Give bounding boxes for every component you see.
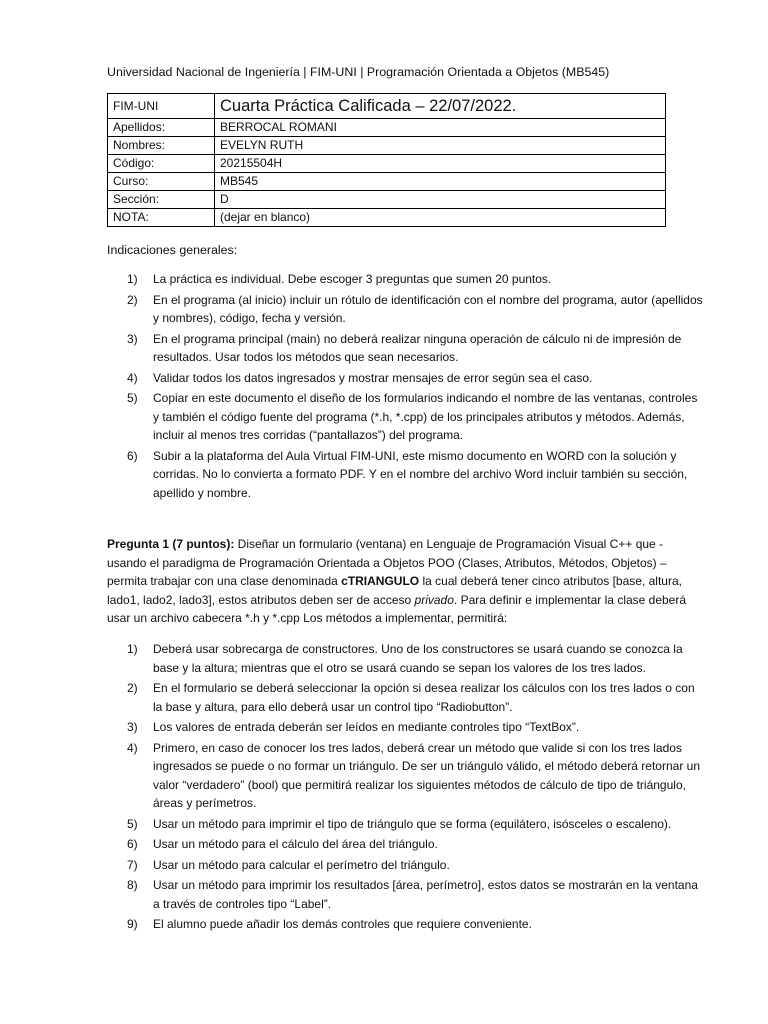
item-number: 2) — [127, 681, 138, 695]
item-text: En el programa principal (main) no deberá realizar ninguna operación de cálculo ni de impresión de resultados. Usar todos los métodos que sean necesarios. — [153, 331, 682, 364]
table-row — [108, 191, 666, 209]
item-number: 6) — [127, 837, 138, 851]
row-value: 20215504H — [215, 155, 666, 173]
list-item — [107, 447, 703, 503]
student-info-table — [107, 93, 666, 227]
exam-title: Cuarta Práctica Calificada – 22/07/2022. — [215, 94, 666, 119]
question-1-intro — [107, 535, 703, 628]
item-text: Primero, en caso de conocer los tres lados, deberá crear un método que valide si con los tres lados ingresados se puede o no formar un triángulo. De ser un triángulo válido, el método deberá retornar un valor “verdadero” (bool) que permitirá realizar los siguientes métodos de cálculo de tipo de triángulo, áreas y perímetros. — [153, 740, 701, 810]
question-1-text-a: Diseñar un formulario (ventana) en Lenguaje de Programación Visual C++ que - usando el paradigma de Programación Orientada a Objetos POO (Clases, Atributos, Métodos, Objetos) – permita trabajar con una clase denominada — [107, 537, 667, 588]
row-value: (dejar en blanco) — [215, 209, 666, 227]
item-text: Usar un método para imprimir el tipo de triángulo que se forma (equilátero, isósceles o escaleno). — [153, 816, 672, 831]
item-number: 3) — [127, 331, 138, 346]
list-item — [107, 679, 703, 716]
row-value: D — [215, 191, 666, 209]
table-row — [108, 209, 666, 227]
item-text: Subir a la plataforma del Aula Virtual FIM-UNI, este mismo documento en WORD con la solución y corridas. No lo convierta a formato PDF. Y en el nombre del archivo Word incluir también su sección, apellido y nombre. — [153, 448, 688, 500]
item-number: 4) — [127, 370, 138, 385]
list-item — [107, 718, 703, 737]
item-number: 8) — [127, 878, 138, 892]
table-header-row — [108, 94, 666, 119]
question-1-text-c: . Para definir e implementar la clase deberá usar un archivo cabecera *.h y *.cpp Los métodos a implementar, permitirá: — [107, 592, 687, 625]
item-number: 3) — [127, 720, 138, 734]
item-number: 9) — [127, 917, 138, 931]
table-header-label: FIM-UNI — [108, 94, 215, 119]
list-item — [107, 856, 703, 875]
item-text: En el programa (al inicio) incluir un rótulo de identificación con el nombre del programa, autor (apellidos y nombres), código, fecha y versión. — [153, 292, 703, 325]
row-label: Sección: — [108, 191, 215, 209]
table-row — [108, 173, 666, 191]
table-row — [108, 137, 666, 155]
row-value: BERROCAL ROMANI — [215, 119, 666, 137]
row-label: NOTA: — [108, 209, 215, 227]
question-1-text-b: la cual deberá tener cinco atributos [base, altura, lado1, lado2, lado3], estos atributos deben ser de acceso — [107, 574, 682, 607]
item-number: 5) — [127, 391, 138, 405]
item-text: La práctica es individual. Debe escoger 3 preguntas que sumen 20 puntos. — [153, 272, 552, 286]
list-item — [107, 270, 703, 289]
item-number: 1) — [127, 272, 138, 286]
item-text: Usar un método para imprimir los resultados [área, perímetro], estos datos se mostrarán en la ventana a través de controles tipo “Label”. — [153, 878, 698, 911]
item-text: En el formulario se deberá seleccionar la opción si desea realizar los cálculos con los tres lados o con la base y altura, para ello deberá usar un control tipo “Radiobutton”. — [153, 681, 695, 714]
table-row — [108, 155, 666, 173]
item-text: Copiar en este documento el diseño de los formularios indicando el nombre de las ventanas, controles y también el código fuente del programa (*.h, *.cpp) de los principales atributos y métodos. Además, incluir al menos tres corridas (“pantallazos”) del programa. — [153, 391, 698, 442]
item-text: El alumno puede añadir los demás controles que requiere conveniente. — [153, 917, 532, 931]
item-number: 4) — [127, 740, 138, 755]
item-text: Validar todos los datos ingresados y mostrar mensajes de error según sea el caso. — [153, 370, 593, 385]
row-value: EVELYN RUTH — [215, 137, 666, 155]
list-item — [107, 369, 703, 388]
item-number: 7) — [127, 857, 138, 872]
item-text: Deberá usar sobrecarga de constructores. Uno de los constructores se usará cuando se conozca la base y la altura; mientras que el otro se usará cuando se sepan los valores de los tres lados. — [153, 642, 683, 675]
question-1-title: Pregunta 1 (7 puntos): — [107, 537, 235, 551]
row-label: Código: — [108, 155, 215, 173]
list-item — [107, 739, 703, 813]
item-text: Usar un método para calcular el perímetro del triángulo. — [153, 857, 450, 872]
general-instructions-list — [107, 270, 703, 504]
row-label: Apellidos: — [108, 119, 215, 137]
list-item — [107, 815, 703, 834]
list-item — [107, 876, 703, 913]
list-item — [107, 835, 703, 854]
list-item — [107, 291, 703, 328]
list-item — [107, 389, 703, 445]
row-value: MB545 — [215, 173, 666, 191]
class-name: cTRIANGULO — [341, 574, 420, 588]
item-number: 6) — [127, 448, 138, 463]
item-text: Los valores de entrada deberán ser leídos en mediante controles tipo “TextBox”. — [153, 720, 580, 734]
list-item — [107, 640, 703, 677]
row-label: Nombres: — [108, 137, 215, 155]
list-item — [107, 330, 703, 367]
access-modifier: privado — [414, 592, 454, 607]
list-item — [107, 915, 703, 934]
row-label: Curso: — [108, 173, 215, 191]
item-text: Usar un método para el cálculo del área del triángulo. — [153, 837, 438, 851]
question-1-list — [107, 640, 703, 936]
general-instructions-title: Indicaciones generales: — [107, 243, 238, 257]
page-header: Universidad Nacional de Ingeniería | FIM-UNI | Programación Orientada a Objetos (MB545) — [107, 65, 610, 79]
item-number: 2) — [127, 292, 138, 307]
table-row — [108, 119, 666, 137]
item-number: 1) — [127, 642, 138, 656]
item-number: 5) — [127, 816, 138, 831]
